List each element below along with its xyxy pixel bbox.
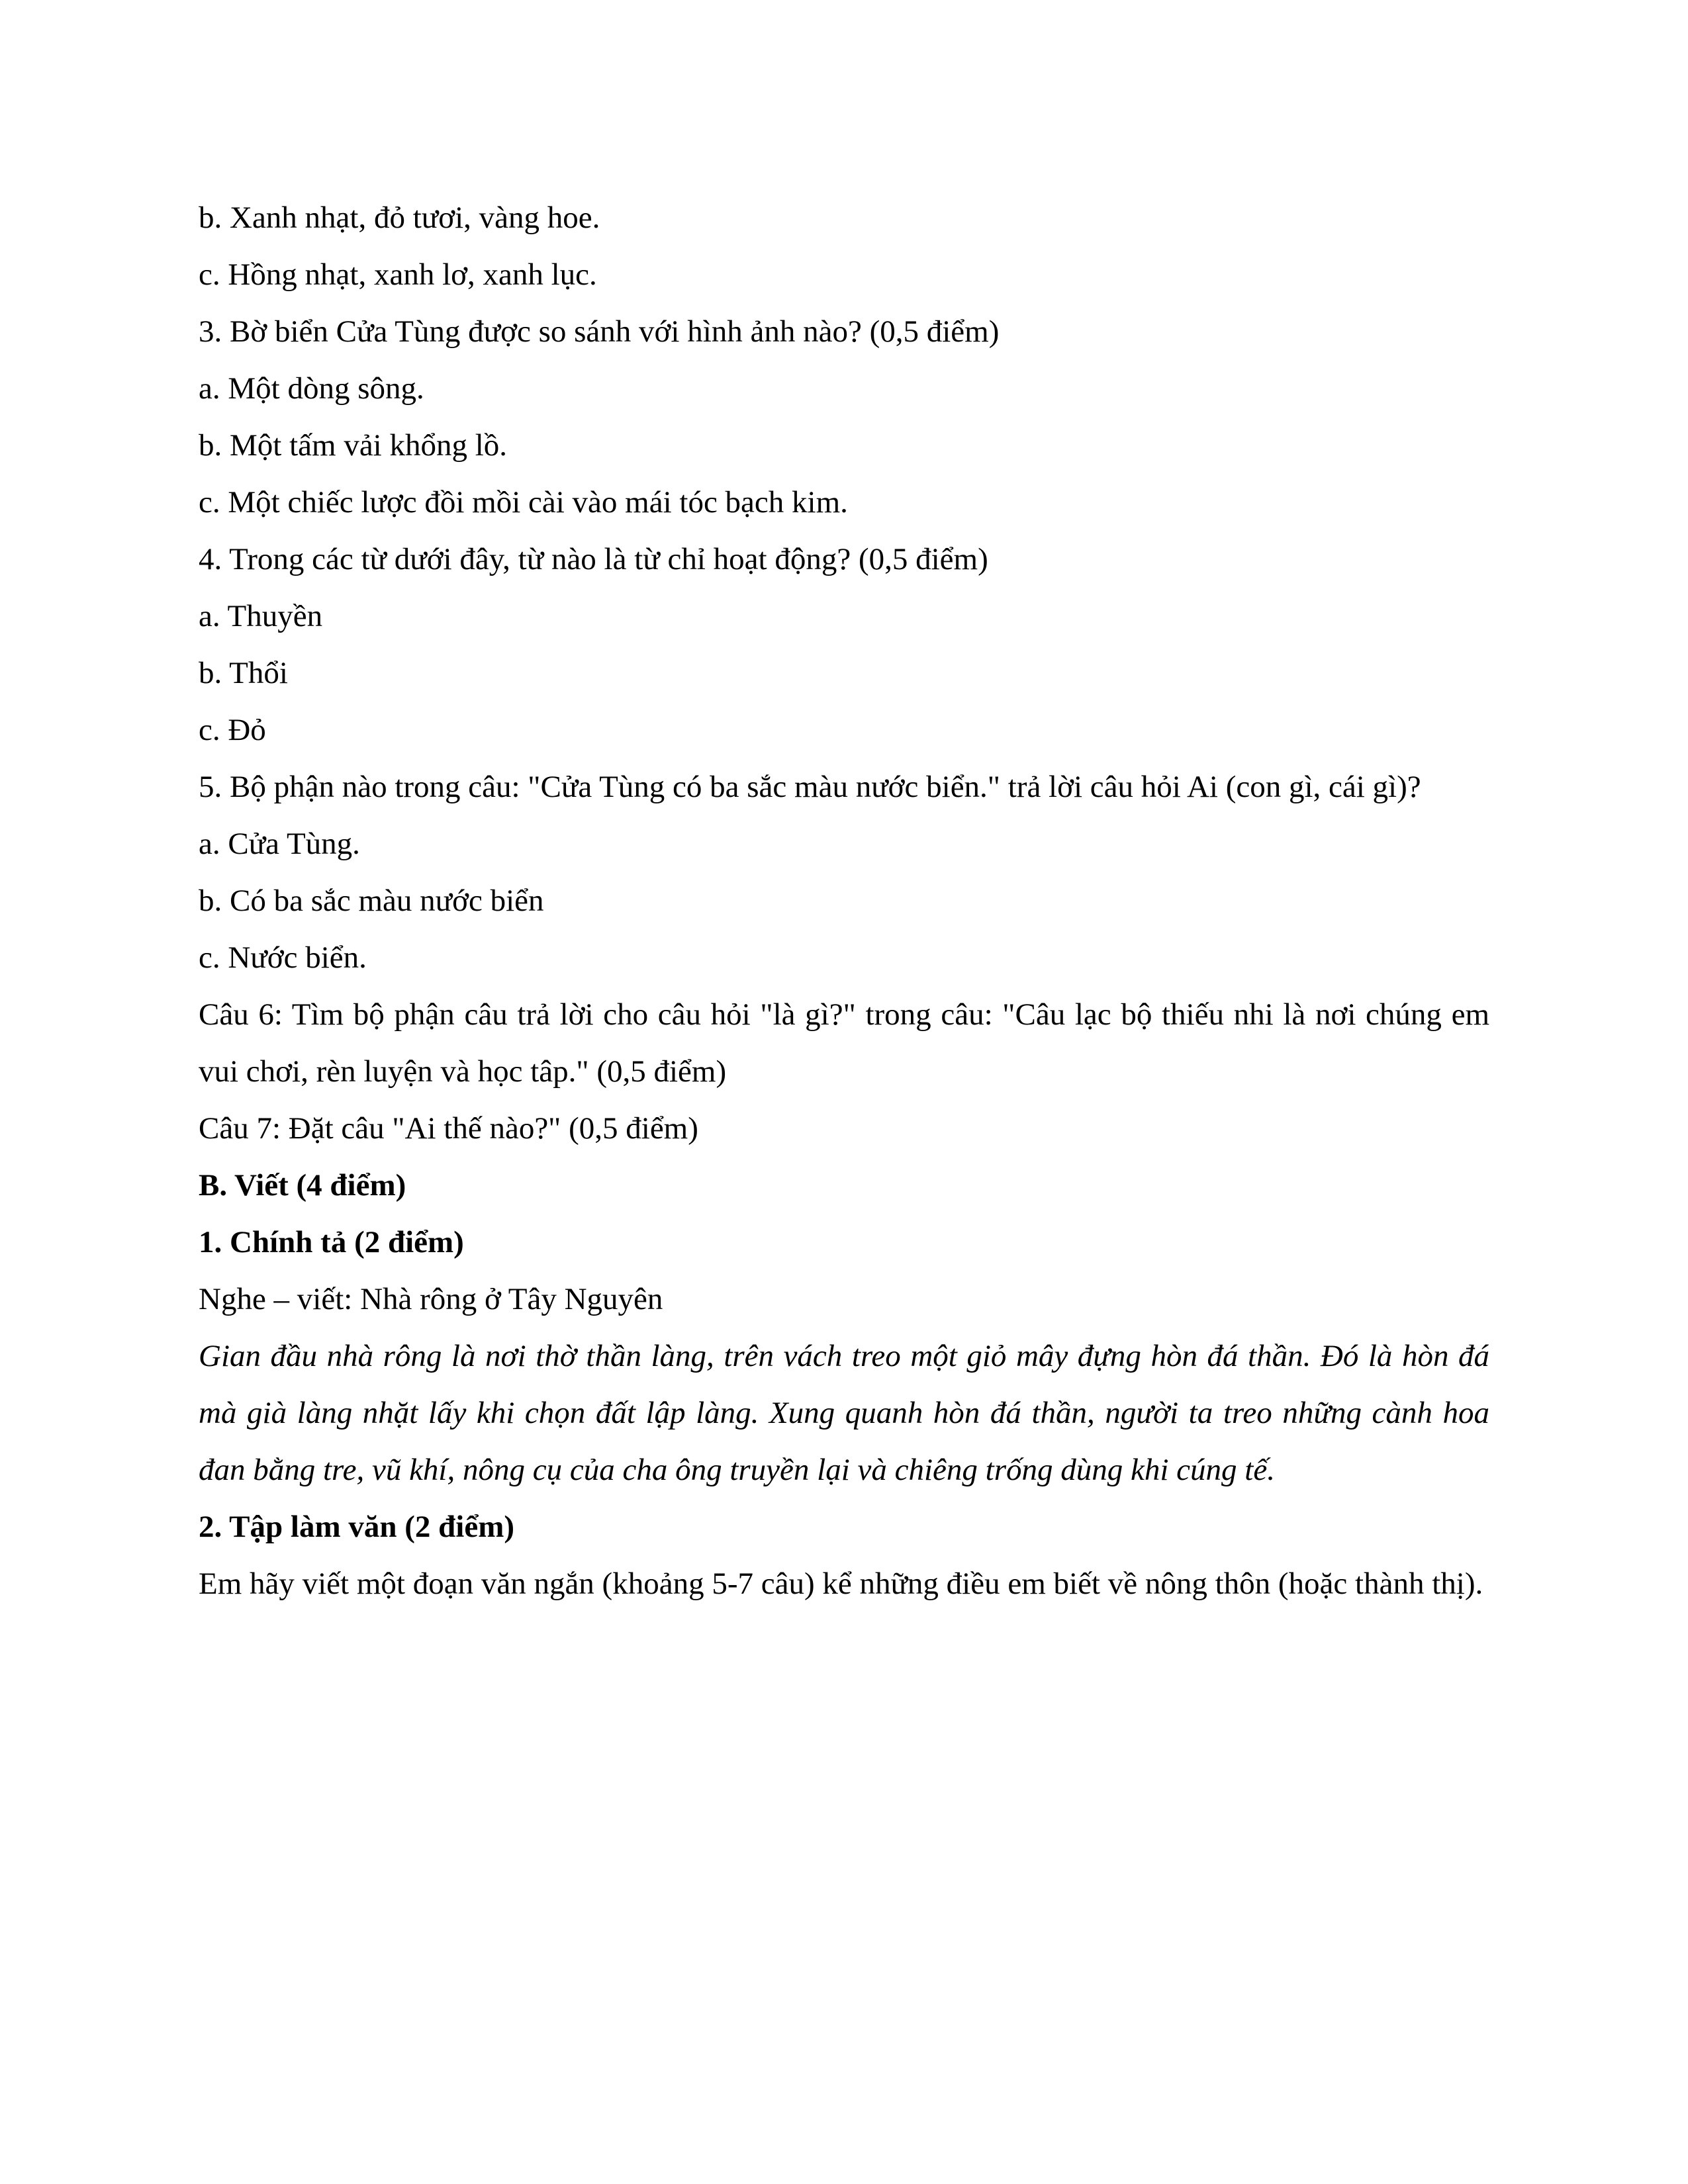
q3-option-c: c. Một chiếc lược đồi mồi cài vào mái tóc bạch kim. — [199, 485, 848, 520]
q5-option-c: c. Nước biển. — [199, 940, 367, 975]
section-b-heading: B. Viết (4 điểm) — [199, 1168, 406, 1203]
q4-question: 4. Trong các từ dưới đây, từ nào là từ chỉ hoạt động? (0,5 điểm) — [199, 542, 988, 576]
q6-question: Câu 6: Tìm bộ phận câu trả lời cho câu hỏi "là gì?" trong câu: "Câu lạc bộ thiếu nhi là nơi chúng em vui chơi, rèn luyện và học tâp." (0,5 điểm) — [199, 997, 1489, 1089]
q7-question: Câu 7: Đặt câu "Ai thế nào?" (0,5 điểm) — [199, 1111, 698, 1146]
q5-option-b: b. Có ba sắc màu nước biển — [199, 884, 544, 918]
q3-option-b: b. Một tấm vải khổng lồ. — [199, 428, 508, 463]
q4-option-b: b. Thổi — [199, 656, 288, 690]
q4-option-a: a. Thuyền — [199, 599, 323, 633]
dictation-title: Nghe – viết: Nhà rông ở Tây Nguyên — [199, 1282, 663, 1316]
q5-question: 5. Bộ phận nào trong câu: "Cửa Tùng có ba sắc màu nước biển." trả lời câu hỏi Ai (con gì, cái gì)? — [199, 770, 1421, 804]
q2-option-c: c. Hồng nhạt, xanh lơ, xanh lục. — [199, 257, 597, 292]
part1-heading: 1. Chính tả (2 điểm) — [199, 1225, 464, 1259]
essay-prompt: Em hãy viết một đoạn văn ngắn (khoảng 5-7 câu) kể những điều em biết về nông thôn (hoặc thành thị). — [199, 1567, 1483, 1601]
q5-option-a: a. Cửa Tùng. — [199, 827, 360, 861]
q2-option-b: b. Xanh nhạt, đỏ tươi, vàng hoe. — [199, 201, 600, 235]
q3-option-a: a. Một dòng sông. — [199, 371, 424, 406]
q4-option-c: c. Đỏ — [199, 713, 266, 747]
q3-question: 3. Bờ biển Cửa Tùng được so sánh với hình ảnh nào? (0,5 điểm) — [199, 314, 1000, 349]
document-page — [199, 189, 1489, 1612]
part2-heading: 2. Tập làm văn (2 điểm) — [199, 1510, 514, 1544]
dictation-text: Gian đầu nhà rông là nơi thờ thần làng, trên vách treo một giỏ mây đựng hòn đá thần. Đó là hòn đá mà già làng nhặt lấy khi chọn đất lập làng. Xung quanh hòn đá thần, người ta treo những cành hoa đan bằng tre, vũ khí, nông cụ của cha ông truyền lại và chiêng trống dùng khi cúng tế. — [199, 1339, 1489, 1487]
